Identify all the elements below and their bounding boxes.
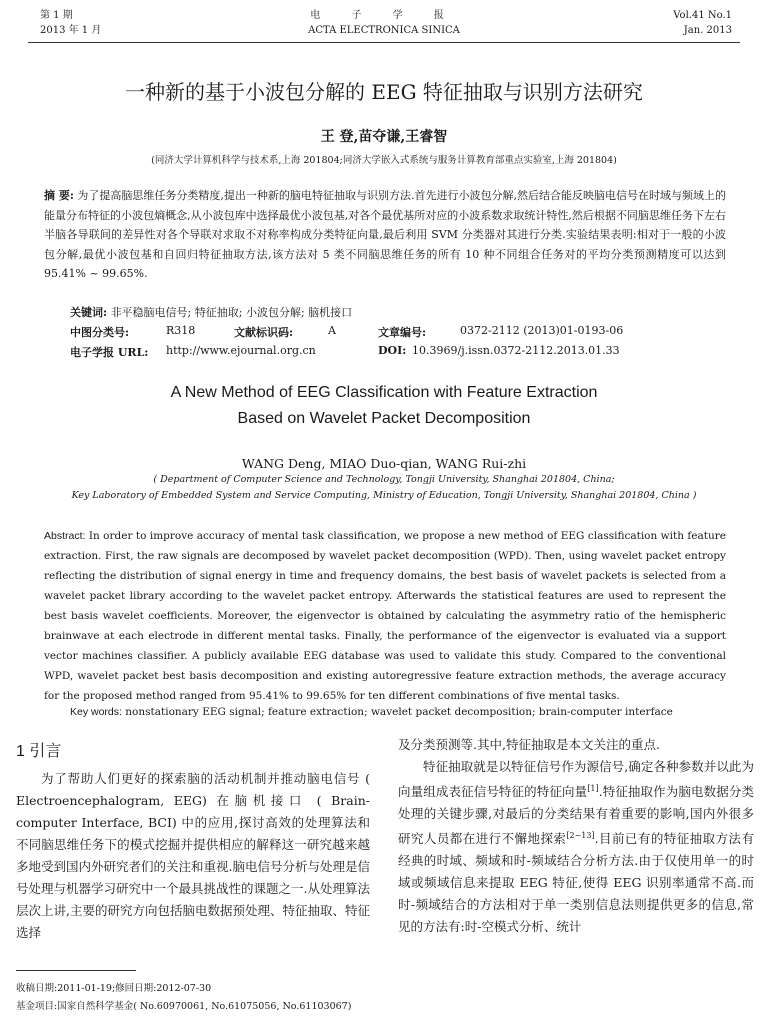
doi-label: DOI: [378, 344, 407, 357]
footnote-rule [16, 970, 136, 971]
article-number-label: 文章编号: [378, 326, 427, 339]
citation-ref-1[interactable]: [1] [587, 784, 599, 793]
abstract-cn-label: 摘 要: [44, 189, 74, 202]
authors-cn: 王 登,苗夺谦,王睿智 [320, 129, 448, 145]
keywords-en [70, 706, 673, 718]
authors-en: WANG Deng, MIAO Duo-qian, WANG Rui-zhi [241, 456, 527, 471]
abstract-cn [44, 186, 726, 284]
keywords-cn-text: 非平稳脑电信号; 特征抽取; 小波包分解; 脑机接口 [110, 306, 353, 319]
url-label: 电子学报 URL: [70, 346, 149, 359]
citation-ref-2-13[interactable]: [2~13] [566, 831, 595, 841]
abstract-en [44, 526, 726, 706]
header-rule [28, 42, 740, 43]
affiliation-en-line2: Key Laboratory of Embedded System and Service Computing, Ministry of Education, Tongji University, Shanghai 201804, China ) [71, 490, 697, 501]
paper-title-cn: 一种新的基于小波包分解的 EEG 特征抽取与识别方法研究 [125, 80, 643, 104]
clc-label: 中图分类号: [70, 326, 130, 339]
intro-right-column [398, 734, 754, 938]
intro-left-column: 为了帮助人们更好的探索脑的活动机制并推动脑电信号 ( Electroencephalogram, EEG) 在脑机接口 ( Brain-computer Interface, BCI) 中的应用,探讨高效的处理算法和不同脑思维任务下的模式挖掘并提供相应的解释这一研究越来越多地受到国内外研究者们的关注和重视.脑电信号分析与处理是信号处理与机器学习研究中一个最具挑战性的课题之一.从处理算法层次上讲,主要的研究方向包括脑电数据预处理、特征抽取、特征选择 [16, 771, 370, 940]
running-header-right [673, 8, 732, 38]
article-number-value: 0372-2112 (2013)01-0193-06 [460, 324, 624, 337]
keywords-en-label: Key words: [70, 706, 122, 718]
abstract-en-text: In order to improve accuracy of mental task classification, we propose a new method of EEG classification with feature extraction. First, the raw signals are decomposed by wavelet packet decomposition (WPD). Then, using wavelet packet entropy reflecting the distribution of signal energy in time and frequency domains, the best basis of wavelet packets is selected from a wavelet packet library according to the wavelet packet entropy. Afterwards the statistical features are used to represent the best basis wavelet coefficients. Moreover, the eigenvector is obtained by calculating the asymmetry ratio of the hemispheric brainwave at each electrode in different mental tasks. Finally, the performance of the eigenvector is evaluated via a support vector machines classifier. A publicly available EEG database was used to validate this study. Compared to the conventional WPD, wavelet packet best basis decomposition and existing autoregressive feature extraction methods, the average accuracy for the proposed method ranged from 95.41% to 99.65% for ten different combinations of five mental tasks. [44, 530, 726, 702]
journal-url[interactable]: http://www.ejournal.org.cn [166, 344, 316, 357]
paper-title-en-line1: A New Method of EEG Classification with Feature Extraction [170, 384, 598, 401]
paper-title-en [0, 380, 768, 432]
volume-number: Vol.41 No.1 [673, 10, 732, 21]
intro-right-text-c: .目前已有的特征抽取方法有经典的时域、频域和时-频域结合分析方法.由于仅使用单一的时域或频域信息来提取 EEG 特征,使得 EEG 识别率通常不高.而时-频域结合的方法相对于单一类别信息法则提供更多的信息,常见的方法有:时-空模式分析、统计 [398, 831, 754, 935]
intro-right-text-b: .特征抽取作为脑电数据分类处理的关键步骤,对最后的分类结果有着重要的影响,国内外很多研究人员都在进行不懈地探索 [398, 784, 754, 847]
doc-code-label: 文献标识码: [234, 326, 294, 339]
intro-right-text-a: 特征抽取就是以特征信号作为源信号,确定各种参数并以此为向量组成表征信号特征的特征向量 [398, 759, 754, 800]
footnote-funding: 基金项目:国家自然科学基金( No.60970061, No.61075056, No.61103067) [16, 1001, 352, 1012]
clc-value: R318 [166, 324, 196, 337]
abstract-en-label: Abstract: [44, 530, 86, 542]
abstract-cn-text: 为了提高脑思维任务分类精度,提出一种新的脑电特征抽取与识别方法.首先进行小波包分解,然后结合能反映脑电信号在时域与频域上的能量分布特征的小波包熵概念,从小波包库中选择最优小波包基,对各个最优基所对应的小波系数求取统计特性,然后根据不同脑思维任务下左右半脑各导联间的差异性对各个导联对求取不对称率构成分类特征向量,最后利用 SVM 分类器对其进行分类.实验结果表明:相对于一般的小波包分解,最优小波包基和自回归特征抽取方法,该方法对 5 类不同脑思维任务的所有 10 种不同组合任务对的平均分类预测精度可以达到 95.41% ~ 99.65%. [44, 189, 726, 280]
affiliation-cn: (同济大学计算机科学与技术系,上海 201804;同济大学嵌入式系统与服务计算教育部重点实验室,上海 201804) [151, 155, 617, 166]
keywords-cn-label: 关键词: [70, 306, 108, 319]
paper-title-en-line2: Based on Wavelet Packet Decomposition [237, 410, 531, 427]
journal-name-en: ACTA ELECTRONICA SINICA [308, 25, 460, 36]
journal-name-cn: 电 子 学 报 [310, 10, 458, 21]
intro-right-line1: 及分类预测等.其中,特征抽取是本文关注的重点. [398, 737, 660, 752]
keywords-en-text: nonstationary EEG signal; feature extraction; wavelet packet decomposition; brain-computer interface [125, 706, 673, 718]
section-heading-introduction: 1 引言 [16, 743, 62, 760]
affiliation-en-line1: ( Department of Computer Science and Technology, Tongji University, Shanghai 201804, China; [153, 474, 615, 485]
keywords-cn [70, 304, 352, 320]
issue-date-en: Jan. 2013 [683, 25, 732, 36]
doi-value[interactable]: 10.3969/j.issn.0372-2112.2013.01.33 [412, 344, 620, 357]
issue-number: 第 1 期 [40, 10, 73, 21]
footnote-dates: 收稿日期:2011-01-19;修回日期:2012-07-30 [16, 983, 212, 994]
issue-date: 2013 年 1 月 [40, 25, 102, 36]
doc-code-value: A [328, 324, 336, 337]
intro-right-paragraph [398, 756, 754, 938]
running-header-center [0, 8, 768, 38]
